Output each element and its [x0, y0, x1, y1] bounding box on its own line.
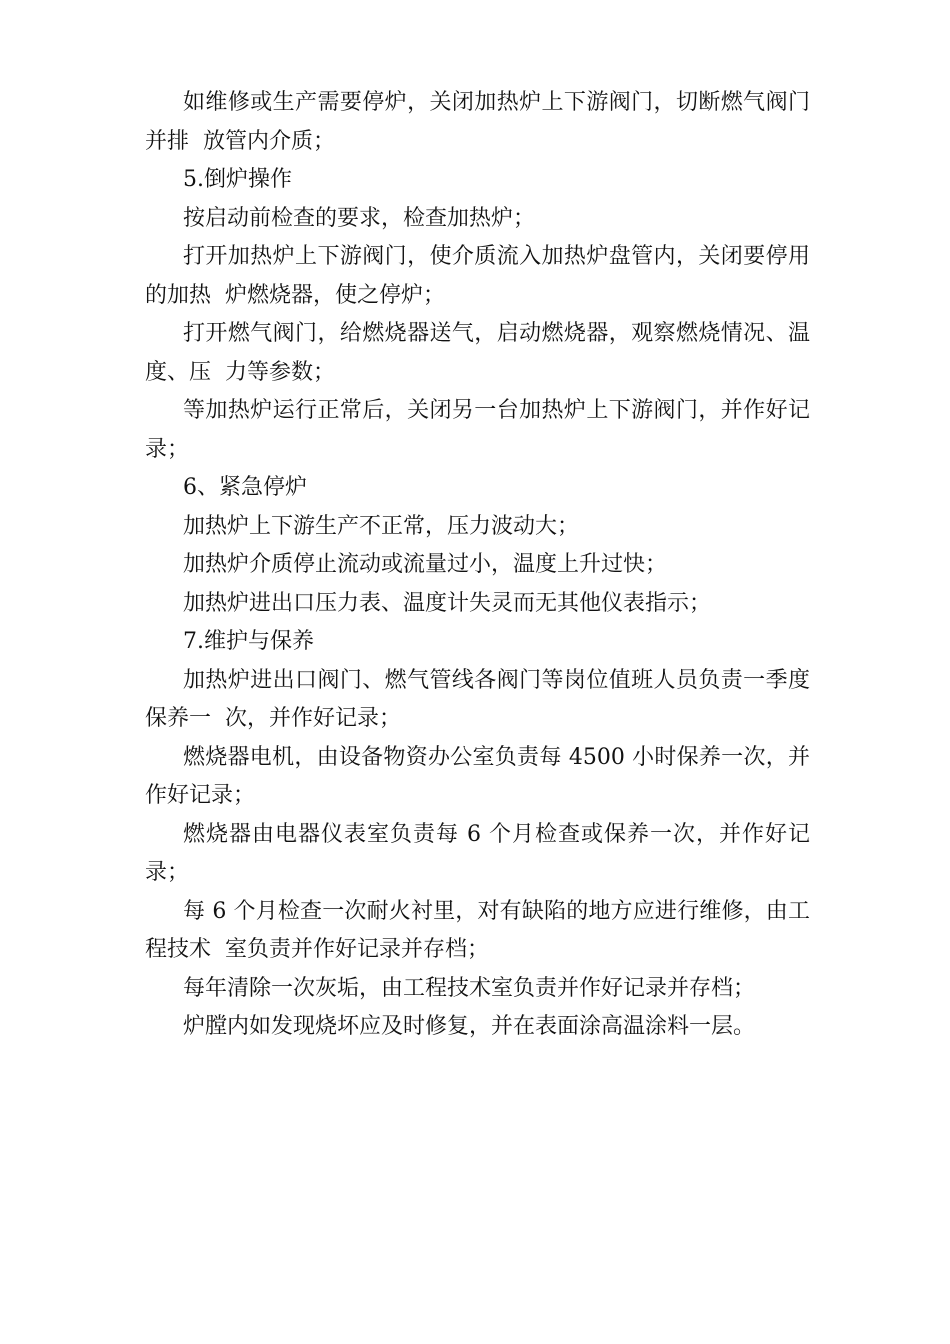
heading-switch-furnace: 5.倒炉操作 [183, 167, 292, 192]
paragraph: 燃烧器电机，由设备物资办公室负责每 4500 小时保养一次，并作好记录； [145, 744, 810, 808]
paragraph: 加热炉进出口阀门、燃气管线各阀门等岗位值班人员负责一季度保养一 次，并作好记录； [145, 667, 810, 731]
paragraph: 炉膛内如发现烧坏应及时修复，并在表面涂高温涂料一层。 [183, 1014, 756, 1039]
paragraph: 打开加热炉上下游阀门，使介质流入加热炉盘管内，关闭要停用的加热 炉燃烧器，使之停炉； [145, 244, 810, 308]
paragraph: 每 6 个月检查一次耐火衬里，对有缺陷的地方应进行维修，由工程技术 室负责并作好记录并存档； [145, 898, 810, 962]
heading-maintenance: 7.维护与保养 [183, 629, 314, 654]
paragraph: 燃烧器由电器仪表室负责每 6 个月检查或保养一次，并作好记录； [145, 821, 810, 885]
heading-emergency-stop: 6、紧急停炉 [183, 475, 307, 500]
paragraph: 按启动前检查的要求，检查加热炉； [183, 205, 536, 231]
paragraph-shutdown-note: 如维修或生产需要停炉，关闭加热炉上下游阀门，切断燃气阀门并排 放管内介质； [145, 90, 810, 154]
document-body [145, 84, 810, 1047]
paragraph: 等加热炉运行正常后，关闭另一台加热炉上下游阀门，并作好记录； [145, 398, 810, 462]
paragraph: 打开燃气阀门，给燃烧器送气，启动燃烧器，观察燃烧情况、温度、压 力等参数； [145, 321, 810, 385]
paragraph: 加热炉进出口压力表、温度计失灵而无其他仪表指示； [183, 590, 712, 616]
paragraph: 每年清除一次灰垢，由工程技术室负责并作好记录并存档； [183, 975, 756, 1001]
paragraph: 加热炉上下游生产不正常，压力波动大； [183, 513, 580, 539]
paragraph: 加热炉介质停止流动或流量过小，温度上升过快； [183, 552, 668, 577]
